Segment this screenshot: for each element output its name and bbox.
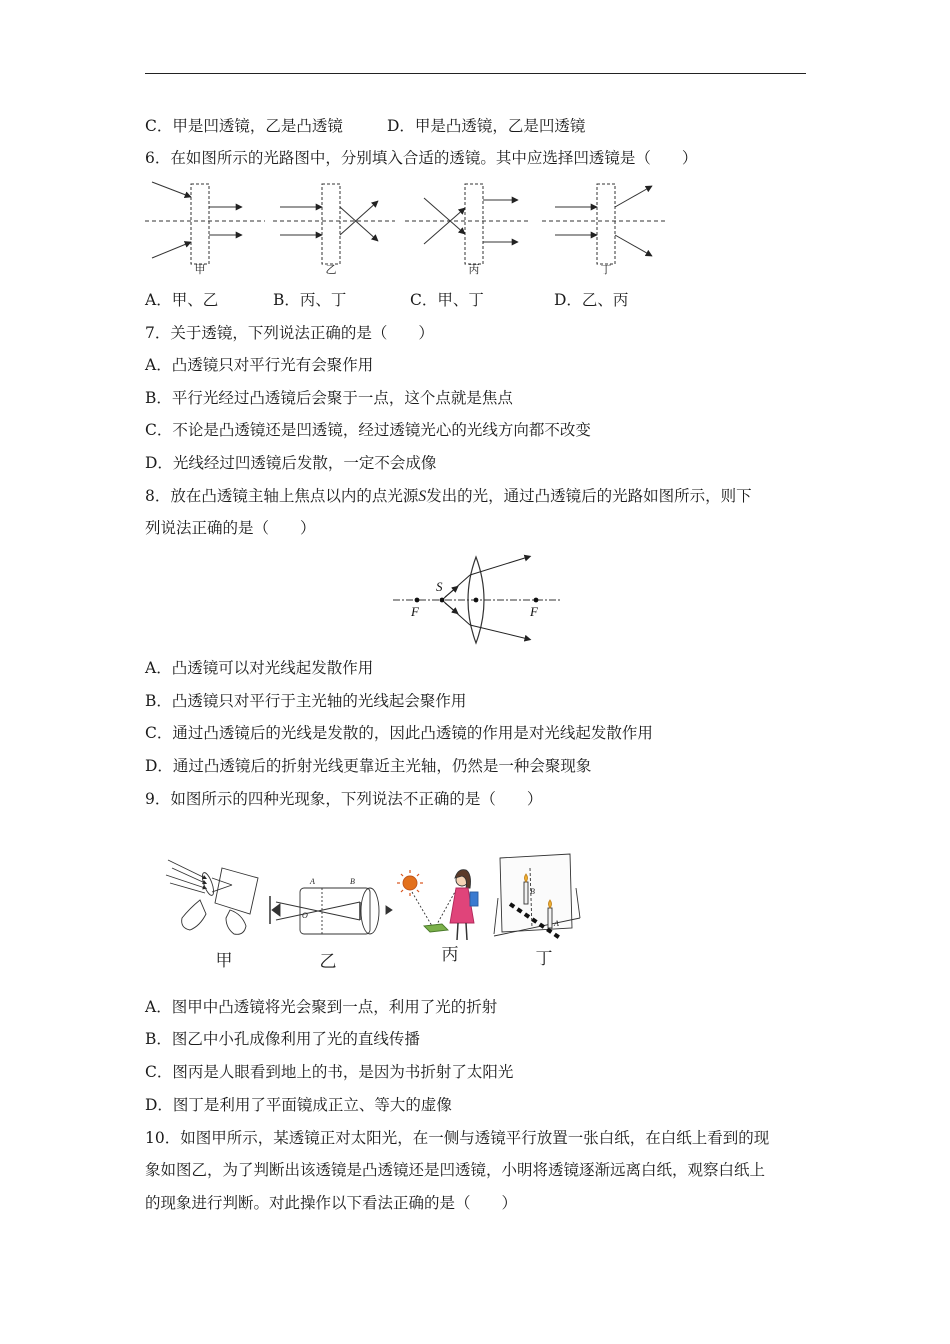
- q9-stem: 9．如图所示的四种光现象，下列说法不正确的是（ ）: [145, 790, 543, 808]
- q9-option-d[interactable]: D．图丁是利用了平面镜成正立、等大的虚像: [145, 1096, 452, 1114]
- q8-label-f-left: F: [411, 604, 419, 619]
- q8-option-a[interactable]: A．凸透镜可以对光线起发散作用: [145, 659, 374, 677]
- q8-stem-s: S: [418, 488, 427, 505]
- q10-stem-line3: 的现象进行判断。对此操作以下看法正确的是（ ）: [145, 1194, 518, 1212]
- q9-label-yi: 乙: [319, 952, 337, 972]
- q6-option-b[interactable]: B．丙、丁: [273, 291, 347, 309]
- q9-diagram-jia: [166, 860, 258, 934]
- q7-option-b[interactable]: B．平行光经过凸透镜后会聚于一点，这个点就是焦点: [145, 389, 513, 407]
- q8-stem-b: 发出的光，通过凸透镜后的光路如图所示，则下: [426, 487, 752, 505]
- q9-option-b[interactable]: B．图乙中小孔成像利用了光的直线传播: [145, 1030, 420, 1048]
- q10-stem-line2: 象如图乙，为了判断出该透镜是凸透镜还是凹透镜，小明将透镜逐渐远离白纸，观察白纸上: [145, 1161, 766, 1179]
- q5-option-c[interactable]: C．甲是凹透镜，乙是凸透镜: [145, 117, 343, 135]
- q6-diagram-yi: [273, 184, 395, 264]
- q6-diagram-jia: [145, 182, 265, 264]
- q6-label-ding: 丁: [600, 263, 612, 276]
- q8-stem-a: 8．放在凸透镜主轴上焦点以内的点光源: [145, 487, 419, 505]
- q6-diagram-ding: [542, 184, 665, 264]
- q6-label-bing: 丙: [468, 263, 480, 276]
- q9-label-a: A: [310, 877, 315, 886]
- q8-focus-left-dot: [415, 598, 420, 603]
- q7-option-c[interactable]: C．不论是凸透镜还是凹透镜，经过透镜光心的光线方向都不改变: [145, 421, 591, 439]
- q8-focus-right-dot: [534, 598, 539, 603]
- q9-diagram-yi: [270, 888, 392, 934]
- q7-option-d[interactable]: D．光线经过凹透镜后发散，一定不会成像: [145, 454, 437, 472]
- q7-option-a[interactable]: A．凸透镜只对平行光有会聚作用: [145, 356, 374, 374]
- q9-diagram-ding: [494, 854, 580, 938]
- q9-figure: [160, 848, 590, 973]
- book-icon: [424, 924, 448, 932]
- q6-option-a[interactable]: A．甲、乙: [145, 291, 219, 309]
- q6-label-yi: 乙: [325, 263, 337, 276]
- q8-option-b[interactable]: B．凸透镜只对平行于主光轴的光线起会聚作用: [145, 692, 467, 710]
- q9-label-jia: 甲: [215, 951, 233, 971]
- q7-stem: 7．关于透镜，下列说法正确的是（ ）: [145, 324, 434, 342]
- q8-figure: [390, 550, 565, 650]
- q6-figure: [140, 176, 670, 280]
- q6-options: [145, 290, 806, 310]
- q9-label-ding: 丁: [535, 949, 553, 969]
- q8-label-f-right: F: [530, 604, 538, 619]
- q10-stem-line1: 10．如图甲所示，某透镜正对太阳光，在一侧与透镜平行放置一张白纸，在白纸上看到的现: [145, 1129, 770, 1147]
- q9-label-b: B: [350, 877, 355, 886]
- q9-diagram-bing: [397, 870, 478, 940]
- q8-option-d[interactable]: D．通过凸透镜后的折射光线更靠近主光轴，仍然是一种会聚现象: [145, 757, 592, 775]
- q9-label-o: O: [302, 911, 308, 920]
- q8-stem-line2: 列说法正确的是（ ）: [145, 519, 316, 537]
- sun-icon: [403, 876, 417, 890]
- q8-option-c[interactable]: C．通过凸透镜后的光线是发散的，因此凸透镜的作用是对光线起发散作用: [145, 724, 653, 742]
- q6-option-d[interactable]: D．乙、丙: [554, 291, 629, 309]
- q8-source-dot: [440, 598, 445, 603]
- header-rule: [145, 73, 806, 74]
- q9-label-bing: 丙: [441, 945, 459, 965]
- q6-option-c[interactable]: C．甲、丁: [410, 291, 484, 309]
- q9-label-a2: A: [554, 919, 559, 928]
- q5-option-d[interactable]: D．甲是凸透镜，乙是凹透镜: [387, 117, 586, 135]
- q8-stem-line1: [145, 486, 752, 507]
- q9-option-c[interactable]: C．图丙是人眼看到地上的书，是因为书折射了太阳光: [145, 1063, 514, 1081]
- q6-stem: 6．在如图所示的光路图中，分别填入合适的透镜。其中应选择凹透镜是（ ）: [145, 149, 698, 167]
- q5-options: [145, 116, 806, 136]
- q9-option-a[interactable]: A．图甲中凸透镜将光会聚到一点，利用了光的折射: [145, 998, 498, 1016]
- q8-optical-center-dot: [474, 598, 479, 603]
- q9-label-b2: B: [530, 887, 535, 896]
- q6-label-jia: 甲: [194, 263, 206, 276]
- q8-label-s: S: [436, 579, 443, 594]
- q6-diagram-bing: [405, 184, 528, 264]
